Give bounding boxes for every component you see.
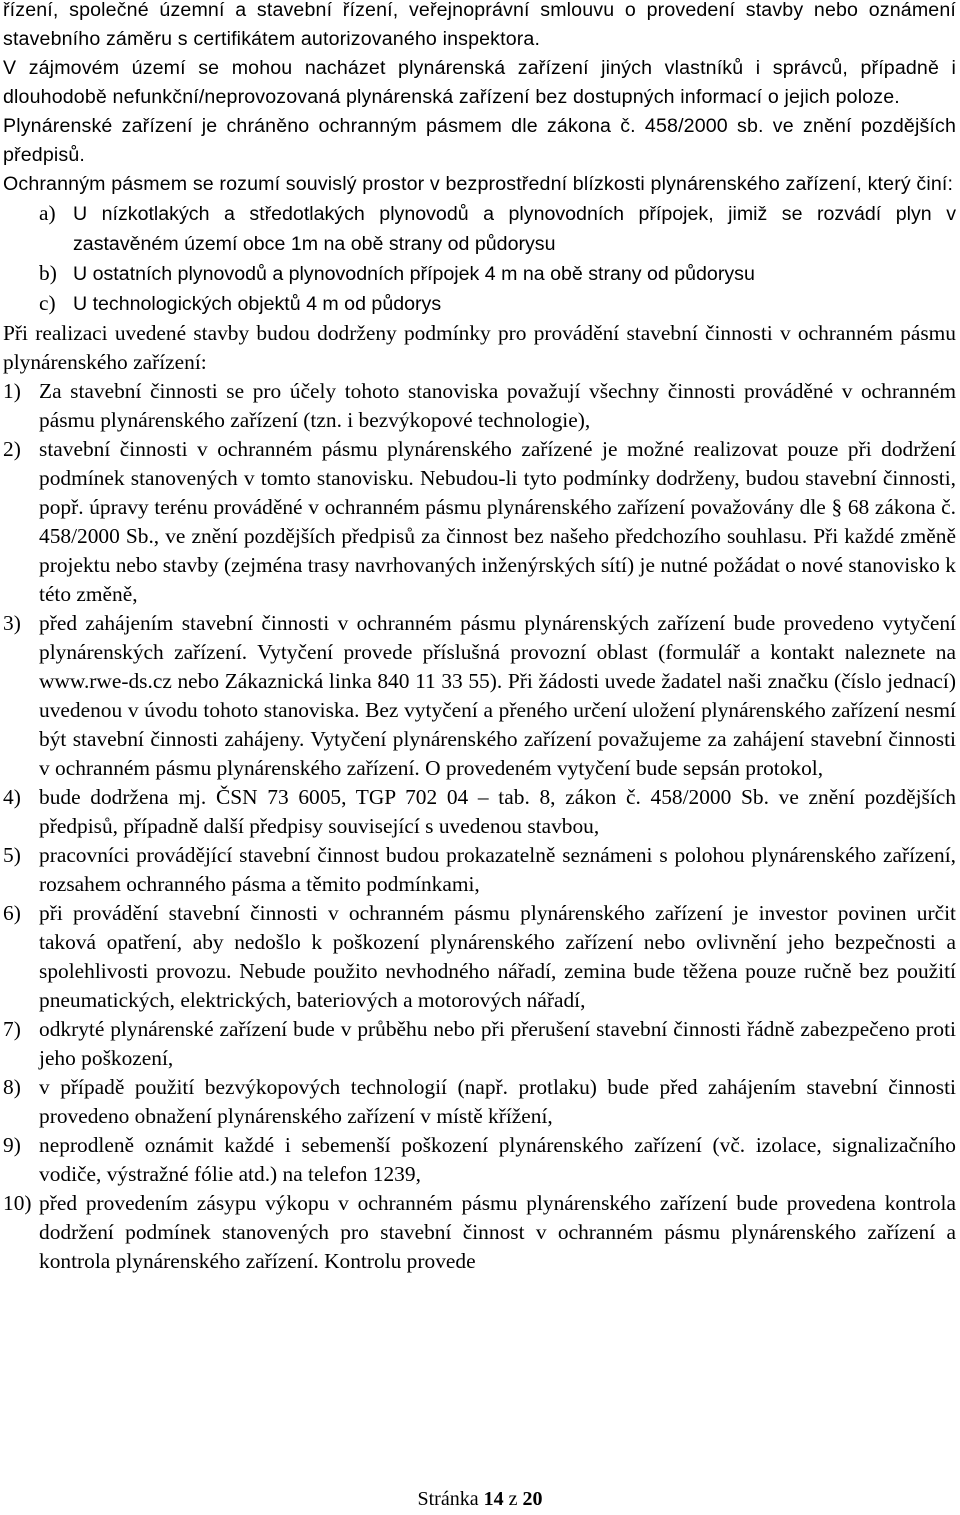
paragraph-definice: Ochranným pásmem se rozumí souvislý prostor v bezprostřední blízkosti plynárenského zařízení, který činí: (3, 173, 954, 195)
list-item (3, 1189, 956, 1276)
page-number-separator: z (508, 1488, 518, 1510)
list-item-text: U nízkotlakých a středotlakých plynovodů a plynovodních přípojek, jimiž se rozvádí plyn v zastavěném území obce 1m na obě strany od půdorysu (73, 203, 956, 255)
list-item (3, 199, 956, 259)
list-item (3, 259, 956, 289)
list-marker: c) (39, 291, 56, 315)
list-item-text: U technologických objektů 4 m od půdorys (73, 293, 442, 315)
list-item-text: při provádění stavební činnosti v ochranném pásmu plynárenského zařízení je investor povinen určit taková opatření, aby nedošlo k poškození plynárenského zařízení nebo ovlivnění jeho bezpečnosti a spolehlivosti provozu. Nebude použito nevhodného nářadí, zemina bude těžena pouze ručně bez použití pneumatických, elektrických, bateriových a motorových nářadí, (39, 901, 956, 1012)
list-marker: b) (39, 261, 57, 285)
list-item-text: Za stavební činnosti se pro účely tohoto stanoviska považují všechny činnosti prováděné v ochranném pásmu plynárenského zařízení (tzn. i bezvýkopové technologie), (39, 379, 956, 432)
list-marker: 8) (3, 1075, 21, 1099)
list-marker: 10) (3, 1191, 32, 1215)
list-item (3, 899, 956, 1015)
list-marker: 2) (3, 437, 21, 461)
paragraph-zajmove-uzemi: V zájmovém území se mohou nacházet plynárenská zařízení jiných vlastníků i správců, případně i dlouhodobě nefunkční/neprovozovaná plynárenská zařízení bez dostupných informací o jejich poloze. (3, 57, 956, 108)
list-item (3, 783, 956, 841)
list-item (3, 1073, 956, 1131)
paragraph-ochranne-pasmo: Plynárenské zařízení je chráněno ochranným pásmem dle zákona č. 458/2000 sb. ve znění pozdějších předpisů. (3, 115, 956, 166)
list-item-text: neprodleně oznámit každé i sebemenší poškození plynárenského zařízení (vč. izolace, signalizačního vodiče, výstražné fólie atd.) na telefon 1239, (39, 1133, 956, 1186)
list-item-text: před provedením zásypu výkopu v ochranném pásmu plynárenského zařízení bude provedena kontrola dodržení podmínek stanovených pro stavební činnost v ochranném pásmu plynárenského zařízení a kontrola plynárenského zařízení. Kontrolu provede (39, 1191, 956, 1273)
list-item-text: stavební činnosti v ochranném pásmu plynárenského zařízené je možné realizovat pouze při dodržení podmínek stanovených v tomto stanovisku. Nebudou-li tyto podmínky dodrženy, budou stavební činnosti, popř. úpravy terénu prováděné v ochranném pásmu plynárenského zařízení považovány dle § 68 zákona č. 458/2000 Sb., ve znění pozdějších předpisů za činnost bez našeho předchozího souhlasu. Při každé změně projektu nebo stavby (zejména trasy navrhovaných inženýrských sítí) je nutné požádat o nové stanovisko k této změně, (39, 437, 956, 606)
list-item (3, 1015, 956, 1073)
list-item (3, 1131, 956, 1189)
conditions-list (3, 377, 956, 1276)
intro-continuation: řízení, společné územní a stavební řízení, veřejnoprávní smlouvu o provedení stavby nebo oznámení stavebního záměru s certifikátem autorizovaného inspektora. (3, 0, 956, 50)
list-item (3, 289, 956, 319)
list-marker: 3) (3, 611, 21, 635)
list-item-text: před zahájením stavební činnosti v ochranném pásmu plynárenských zařízení bude provedeno vytyčení plynárenských zařízení. Vytyčení provede příslušná provozní oblast (formulář a kontakt naleznete na www.rwe-ds.cz nebo Zákaznická linka 840 11 33 55). Při žádosti uvede žadatel naši značku (číslo jednací) uvedenou v úvodu tohoto stanoviska. Bez vytyčení a přeného určení uložení plynárenského zařízení nesmí být stavební činnosti zahájeny. Vytyčení plynárenského zařízení považujeme za zahájení stavební činnosti v ochranném pásmu plynárenského zařízení. O provedeném vytyčení bude sepsán protokol, (39, 611, 956, 780)
paragraph-podminky: Při realizaci uvedené stavby budou dodrženy podmínky pro provádění stavební činnosti v ochranném pásmu plynárenského zařízení: (3, 321, 956, 374)
list-marker: 9) (3, 1133, 21, 1157)
document-body (3, 0, 956, 1276)
page-number-label: Stránka (417, 1488, 479, 1510)
protection-zone-list (3, 199, 956, 319)
list-item (3, 841, 956, 899)
total-page-count: 20 (522, 1488, 543, 1510)
list-marker: 1) (3, 379, 21, 403)
list-item-text: v případě použití bezvýkopových technologií (např. protlaku) bude před zahájením stavební činnosti provedeno obnažení plynárenského zařízení v místě křížení, (39, 1075, 956, 1128)
current-page-number: 14 (483, 1488, 504, 1510)
list-marker: 4) (3, 785, 21, 809)
list-marker: 6) (3, 901, 21, 925)
list-marker: 5) (3, 843, 21, 867)
list-item-text: bude dodržena mj. ČSN 73 6005, TGP 702 04 – tab. 8, zákon č. 458/2000 Sb. ve znění pozdějších předpisů, případně další předpisy související s uvedenou stavbou, (39, 785, 956, 838)
page-footer (0, 1488, 960, 1511)
list-item-text: pracovníci provádějící stavební činnost budou prokazatelně seznámeni s polohou plynárenského zařízení, rozsahem ochranného pásma a těmito podmínkami, (39, 843, 956, 896)
list-marker: 7) (3, 1017, 21, 1041)
list-marker: a) (39, 201, 56, 225)
list-item-text: odkryté plynárenské zařízení bude v průběhu nebo při přerušení stavební činnosti řádně zabezpečeno proti jeho poškození, (39, 1017, 956, 1070)
list-item (3, 609, 956, 783)
list-item-text: U ostatních plynovodů a plynovodních přípojek 4 m na obě strany od půdorysu (73, 263, 755, 285)
list-item (3, 377, 956, 435)
list-item (3, 435, 956, 609)
